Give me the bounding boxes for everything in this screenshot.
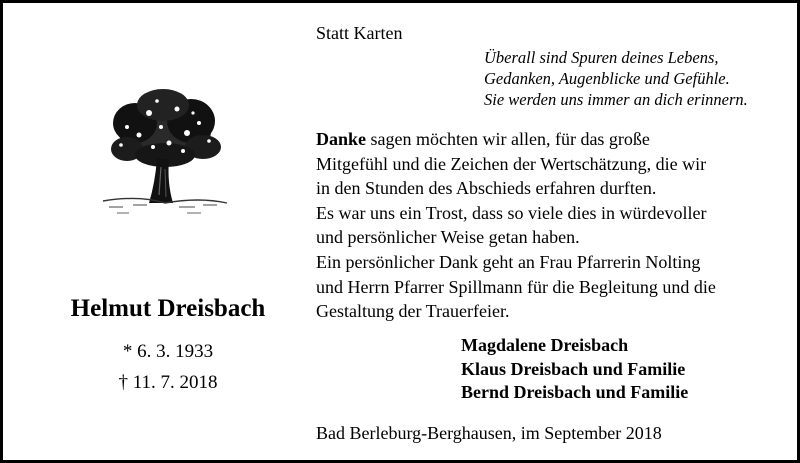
tree-icon [99, 83, 231, 223]
message-line: Es war uns ein Trost, dass so viele dies in würdevoller [316, 202, 707, 223]
poem-line: Sie werden uns immer an dich erinnern. [484, 90, 748, 109]
signer: Klaus Dreisbach und Familie [461, 358, 686, 379]
left-column [3, 3, 303, 460]
thank-you-message [316, 127, 796, 324]
message-line: und Herrn Pfarrer Spillmann für die Begleitung und die [316, 276, 716, 297]
message-line: Ein persönlicher Dank geht an Frau Pfarrerin Nolting [316, 251, 701, 272]
message-lead: Danke [316, 129, 367, 149]
signers [461, 334, 688, 405]
message-line-text: sagen möchten wir allen, für das große [366, 129, 650, 149]
birth-date: * 6. 3. 1933 [122, 341, 214, 362]
message-line: Gestaltung der Trauerfeier. [316, 301, 510, 322]
header-text: Statt Karten [316, 23, 403, 43]
message-line: Mitgefühl und die Zeichen der Wertschätzung, die wir [316, 153, 707, 174]
death-date: † 11. 7. 2018 [118, 372, 218, 393]
message-line [316, 127, 796, 152]
deceased-name: Helmut Dreisbach [70, 295, 266, 322]
message-line: in den Stunden des Abschieds erfahren durften. [316, 178, 657, 199]
place-and-date: Bad Berleburg-Berghausen, im September 2018 [316, 423, 662, 443]
message-line: und persönlicher Weise getan haben. [316, 227, 580, 248]
signer: Bernd Dreisbach und Familie [461, 382, 689, 402]
signer: Magdalene Dreisbach [461, 335, 629, 355]
poem-line: Gedanken, Augenblicke und Gefühle. [484, 69, 730, 88]
poem [484, 47, 748, 110]
poem-line: Überall sind Spuren deines Lebens, [484, 48, 719, 67]
